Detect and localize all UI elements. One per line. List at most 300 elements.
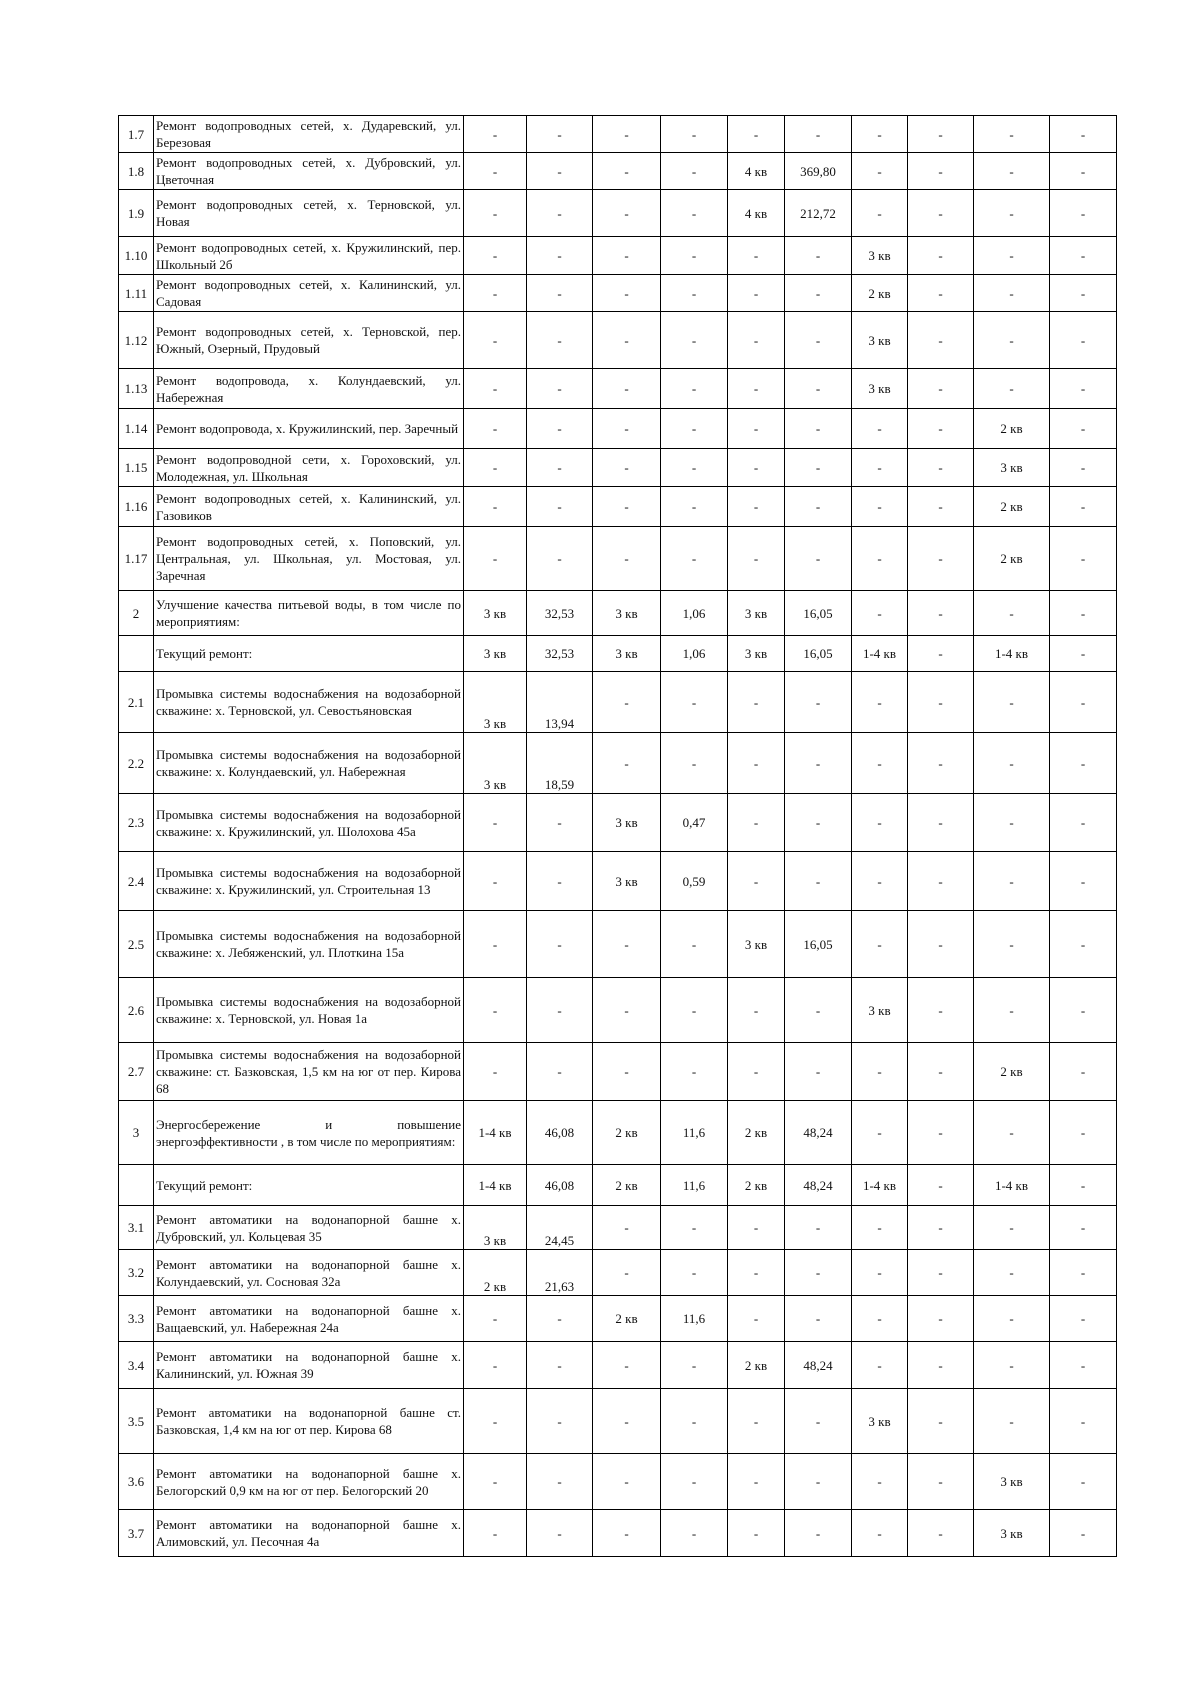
table-cell: - xyxy=(527,1454,593,1510)
table-cell: - xyxy=(527,116,593,153)
row-description: Промывка системы водоснабжения на водозаборной скважине: х. Терновской, ул. Новая 1а xyxy=(154,978,464,1043)
table-cell: - xyxy=(852,190,908,237)
row-description: Улучшение качества питьевой воды, в том числе по мероприятиям: xyxy=(154,591,464,636)
table-cell: - xyxy=(1050,275,1117,312)
table-cell: 48,24 xyxy=(785,1165,852,1206)
table-cell: - xyxy=(593,733,661,794)
table-cell: 3 кв xyxy=(464,672,527,733)
row-description: Промывка системы водоснабжения на водозаборной скважине: ст. Базковская, 1,5 км на юг от пер. Кирова 68 xyxy=(154,1043,464,1101)
table-cell: 3 кв xyxy=(593,636,661,672)
table-cell: - xyxy=(593,1342,661,1389)
table-cell: - xyxy=(527,527,593,591)
table-cell: - xyxy=(464,852,527,911)
table-cell: - xyxy=(852,1250,908,1296)
row-description: Ремонт водопроводных сетей, х. Калининский, ул. Газовиков xyxy=(154,487,464,527)
table-row xyxy=(119,1296,1117,1342)
table-cell: - xyxy=(593,275,661,312)
table-cell: - xyxy=(974,190,1050,237)
table-cell: - xyxy=(593,116,661,153)
table-cell: - xyxy=(527,449,593,487)
table-cell: - xyxy=(852,852,908,911)
table-cell: - xyxy=(464,1454,527,1510)
table-cell: 2 кв xyxy=(974,1043,1050,1101)
row-number: 1.16 xyxy=(119,487,154,527)
document-page xyxy=(118,115,1116,1557)
table-cell: 0,59 xyxy=(661,852,728,911)
table-cell: - xyxy=(1050,1389,1117,1454)
table-cell: - xyxy=(908,1165,974,1206)
table-cell: - xyxy=(785,237,852,275)
table-cell: - xyxy=(785,527,852,591)
table-cell: 1-4 кв xyxy=(464,1165,527,1206)
table-cell: - xyxy=(785,116,852,153)
table-cell: - xyxy=(908,591,974,636)
table-cell: - xyxy=(661,978,728,1043)
table-cell: - xyxy=(908,190,974,237)
table-cell: - xyxy=(593,672,661,733)
row-description: Текущий ремонт: xyxy=(154,1165,464,1206)
table-cell: - xyxy=(974,275,1050,312)
table-cell: 3 кв xyxy=(593,591,661,636)
table-cell: - xyxy=(464,312,527,369)
table-cell: - xyxy=(852,1206,908,1250)
table-cell: - xyxy=(728,1454,785,1510)
table-cell: - xyxy=(852,1454,908,1510)
table-cell: 2 кв xyxy=(852,275,908,312)
table-cell: - xyxy=(908,852,974,911)
table-cell: - xyxy=(908,1454,974,1510)
table-cell: 3 кв xyxy=(974,449,1050,487)
table-cell: - xyxy=(464,1389,527,1454)
table-cell: - xyxy=(527,409,593,449)
table-cell: - xyxy=(464,1296,527,1342)
row-number: 2.5 xyxy=(119,911,154,978)
table-cell: 3 кв xyxy=(728,911,785,978)
table-cell: - xyxy=(728,733,785,794)
table-cell: 3 кв xyxy=(852,1389,908,1454)
table-cell: - xyxy=(593,1250,661,1296)
table-row xyxy=(119,527,1117,591)
table-cell: - xyxy=(852,591,908,636)
table-cell: - xyxy=(908,153,974,190)
table-cell: - xyxy=(661,190,728,237)
table-cell: - xyxy=(1050,237,1117,275)
row-number: 3.2 xyxy=(119,1250,154,1296)
table-cell: 0,47 xyxy=(661,794,728,852)
table-cell: - xyxy=(1050,153,1117,190)
table-row xyxy=(119,312,1117,369)
table-cell: - xyxy=(974,591,1050,636)
table-cell: - xyxy=(1050,591,1117,636)
table-cell: 3 кв xyxy=(852,312,908,369)
table-cell: 3 кв xyxy=(974,1510,1050,1557)
row-description: Ремонт водопроводных сетей, х. Калининский, ул. Садовая xyxy=(154,275,464,312)
table-row xyxy=(119,1342,1117,1389)
table-cell: 11,6 xyxy=(661,1296,728,1342)
table-cell: - xyxy=(908,275,974,312)
table-cell: - xyxy=(1050,449,1117,487)
row-number xyxy=(119,1165,154,1206)
row-description: Ремонт автоматики на водонапорной башне х. Колундаевский, ул. Сосновая 32а xyxy=(154,1250,464,1296)
row-number: 2 xyxy=(119,591,154,636)
table-cell: - xyxy=(527,852,593,911)
table-cell: - xyxy=(728,237,785,275)
table-cell: - xyxy=(852,449,908,487)
row-number: 3.3 xyxy=(119,1296,154,1342)
table-cell: - xyxy=(593,1389,661,1454)
table-cell: - xyxy=(464,237,527,275)
row-description: Ремонт автоматики на водонапорной башне х. Дубровский, ул. Кольцевая 35 xyxy=(154,1206,464,1250)
table-cell: 2 кв xyxy=(593,1101,661,1165)
table-cell: - xyxy=(785,312,852,369)
table-cell: - xyxy=(908,794,974,852)
table-row xyxy=(119,1250,1117,1296)
table-cell: - xyxy=(661,1454,728,1510)
table-cell: - xyxy=(908,527,974,591)
table-cell: - xyxy=(464,409,527,449)
repair-schedule-table xyxy=(118,115,1117,1557)
row-number: 2.4 xyxy=(119,852,154,911)
table-cell: - xyxy=(974,153,1050,190)
table-cell: - xyxy=(728,1510,785,1557)
row-number: 1.7 xyxy=(119,116,154,153)
table-cell: - xyxy=(908,409,974,449)
row-description: Ремонт автоматики на водонапорной башне х. Белогорский 0,9 км на юг от пер. Белогорский 20 xyxy=(154,1454,464,1510)
table-cell: - xyxy=(852,527,908,591)
table-cell: 2 кв xyxy=(728,1165,785,1206)
table-cell: - xyxy=(593,153,661,190)
table-cell: - xyxy=(1050,1165,1117,1206)
table-cell: - xyxy=(464,369,527,409)
row-description: Ремонт автоматики на водонапорной башне х. Ващаевский, ул. Набережная 24а xyxy=(154,1296,464,1342)
table-cell: - xyxy=(785,1206,852,1250)
row-description: Ремонт водопроводных сетей, х. Терновской, пер. Южный, Озерный, Прудовый xyxy=(154,312,464,369)
table-cell: - xyxy=(527,911,593,978)
table-cell: - xyxy=(852,733,908,794)
table-cell: - xyxy=(728,369,785,409)
table-row xyxy=(119,1101,1117,1165)
table-cell: - xyxy=(1050,116,1117,153)
table-cell: - xyxy=(974,852,1050,911)
table-row xyxy=(119,116,1117,153)
row-description: Ремонт водопровода, х. Кружилинский, пер. Заречный xyxy=(154,409,464,449)
table-cell: 2 кв xyxy=(974,487,1050,527)
table-cell: 24,45 xyxy=(527,1206,593,1250)
table-cell: 3 кв xyxy=(464,1206,527,1250)
table-cell: - xyxy=(593,1454,661,1510)
table-cell: - xyxy=(785,409,852,449)
table-cell: - xyxy=(728,1206,785,1250)
table-cell: - xyxy=(1050,369,1117,409)
table-cell: 1,06 xyxy=(661,636,728,672)
row-description: Ремонт водопровода, х. Колундаевский, ул. Набережная xyxy=(154,369,464,409)
table-cell: - xyxy=(527,1510,593,1557)
table-cell: - xyxy=(464,1510,527,1557)
table-cell: 1-4 кв xyxy=(974,636,1050,672)
table-cell: - xyxy=(527,369,593,409)
row-description: Ремонт автоматики на водонапорной башне х. Калининский, ул. Южная 39 xyxy=(154,1342,464,1389)
table-cell: - xyxy=(593,190,661,237)
table-cell: 13,94 xyxy=(527,672,593,733)
table-cell: - xyxy=(464,487,527,527)
table-cell: - xyxy=(661,911,728,978)
table-body xyxy=(119,116,1117,1557)
table-cell: - xyxy=(908,636,974,672)
table-cell: - xyxy=(974,116,1050,153)
table-cell: - xyxy=(728,1389,785,1454)
table-cell: - xyxy=(785,1454,852,1510)
table-cell: 2 кв xyxy=(974,409,1050,449)
table-cell: - xyxy=(661,527,728,591)
table-cell: - xyxy=(728,409,785,449)
table-cell: - xyxy=(974,911,1050,978)
table-cell: - xyxy=(785,275,852,312)
table-cell: 3 кв xyxy=(852,978,908,1043)
table-cell: - xyxy=(908,733,974,794)
row-description: Ремонт водопроводных сетей, х. Кружилинский, пер. Школьный 2б xyxy=(154,237,464,275)
table-cell: - xyxy=(1050,672,1117,733)
table-cell: - xyxy=(527,794,593,852)
table-cell: 32,53 xyxy=(527,591,593,636)
table-cell: - xyxy=(852,1296,908,1342)
table-cell: 18,59 xyxy=(527,733,593,794)
row-number: 3.6 xyxy=(119,1454,154,1510)
table-cell: - xyxy=(464,1043,527,1101)
table-row xyxy=(119,636,1117,672)
table-cell: 212,72 xyxy=(785,190,852,237)
row-number: 2.7 xyxy=(119,1043,154,1101)
table-cell: - xyxy=(908,312,974,369)
table-cell: - xyxy=(661,449,728,487)
table-cell: - xyxy=(661,312,728,369)
table-cell: - xyxy=(908,1043,974,1101)
table-cell: 21,63 xyxy=(527,1250,593,1296)
table-cell: - xyxy=(593,911,661,978)
table-cell: - xyxy=(974,369,1050,409)
row-number: 3 xyxy=(119,1101,154,1165)
table-cell: 32,53 xyxy=(527,636,593,672)
table-cell: - xyxy=(785,1510,852,1557)
table-row xyxy=(119,487,1117,527)
table-cell: - xyxy=(974,237,1050,275)
table-cell: 3 кв xyxy=(593,852,661,911)
table-cell: - xyxy=(593,1206,661,1250)
table-cell: - xyxy=(852,1342,908,1389)
table-row xyxy=(119,409,1117,449)
table-cell: - xyxy=(908,237,974,275)
table-cell: - xyxy=(852,153,908,190)
table-cell: - xyxy=(728,1296,785,1342)
table-row xyxy=(119,1206,1117,1250)
table-cell: 1,06 xyxy=(661,591,728,636)
table-row xyxy=(119,1510,1117,1557)
row-number: 2.1 xyxy=(119,672,154,733)
table-row xyxy=(119,369,1117,409)
table-cell: 2 кв xyxy=(593,1165,661,1206)
table-cell: - xyxy=(785,1389,852,1454)
table-cell: - xyxy=(464,978,527,1043)
table-cell: - xyxy=(1050,1206,1117,1250)
table-cell: - xyxy=(593,409,661,449)
table-row xyxy=(119,672,1117,733)
table-cell: 1-4 кв xyxy=(852,1165,908,1206)
table-cell: - xyxy=(661,369,728,409)
table-cell: - xyxy=(908,369,974,409)
row-description: Текущий ремонт: xyxy=(154,636,464,672)
table-cell: - xyxy=(852,794,908,852)
table-cell: - xyxy=(527,312,593,369)
table-cell: - xyxy=(1050,1342,1117,1389)
table-cell: - xyxy=(1050,1043,1117,1101)
table-cell: - xyxy=(1050,190,1117,237)
table-cell: - xyxy=(593,237,661,275)
table-cell: - xyxy=(1050,1454,1117,1510)
table-cell: - xyxy=(464,794,527,852)
table-cell: - xyxy=(527,1043,593,1101)
table-cell: - xyxy=(728,312,785,369)
table-cell: - xyxy=(852,409,908,449)
table-cell: - xyxy=(661,672,728,733)
table-cell: - xyxy=(908,449,974,487)
table-row xyxy=(119,978,1117,1043)
table-row xyxy=(119,1389,1117,1454)
table-cell: - xyxy=(1050,1510,1117,1557)
table-cell: 46,08 xyxy=(527,1165,593,1206)
table-cell: - xyxy=(974,794,1050,852)
table-cell: - xyxy=(1050,911,1117,978)
table-cell: - xyxy=(464,153,527,190)
table-cell: - xyxy=(1050,978,1117,1043)
table-cell: - xyxy=(974,978,1050,1043)
table-cell: - xyxy=(464,527,527,591)
row-number: 3.4 xyxy=(119,1342,154,1389)
table-row xyxy=(119,153,1117,190)
table-cell: 11,6 xyxy=(661,1165,728,1206)
table-cell: - xyxy=(1050,487,1117,527)
table-cell: - xyxy=(527,275,593,312)
table-cell: - xyxy=(852,1510,908,1557)
table-cell: - xyxy=(527,978,593,1043)
table-cell: - xyxy=(464,911,527,978)
table-cell: - xyxy=(852,487,908,527)
table-cell: 3 кв xyxy=(593,794,661,852)
table-cell: 48,24 xyxy=(785,1342,852,1389)
table-cell: 2 кв xyxy=(593,1296,661,1342)
table-cell: - xyxy=(728,449,785,487)
table-cell: 2 кв xyxy=(464,1250,527,1296)
table-cell: - xyxy=(785,672,852,733)
table-cell: - xyxy=(661,1342,728,1389)
table-cell: - xyxy=(974,1206,1050,1250)
table-cell: - xyxy=(785,852,852,911)
table-cell: - xyxy=(852,911,908,978)
row-number: 3.1 xyxy=(119,1206,154,1250)
table-cell: - xyxy=(785,1250,852,1296)
table-cell: 1-4 кв xyxy=(852,636,908,672)
table-cell: 3 кв xyxy=(852,369,908,409)
table-cell: - xyxy=(974,1101,1050,1165)
table-cell: - xyxy=(1050,733,1117,794)
table-cell: - xyxy=(1050,527,1117,591)
table-cell: - xyxy=(1050,636,1117,672)
table-cell: - xyxy=(464,275,527,312)
table-cell: - xyxy=(908,487,974,527)
table-cell: 4 кв xyxy=(728,153,785,190)
table-cell: - xyxy=(785,978,852,1043)
table-cell: 11,6 xyxy=(661,1101,728,1165)
table-cell: - xyxy=(728,527,785,591)
table-cell: - xyxy=(728,275,785,312)
table-cell: - xyxy=(728,794,785,852)
table-cell: - xyxy=(593,527,661,591)
row-description: Ремонт автоматики на водонапорной башне ст. Базковская, 1,4 км на юг от пер. Кирова 68 xyxy=(154,1389,464,1454)
row-number: 2.2 xyxy=(119,733,154,794)
table-cell: - xyxy=(974,1250,1050,1296)
table-cell: - xyxy=(527,153,593,190)
table-cell: - xyxy=(661,487,728,527)
table-cell: 16,05 xyxy=(785,636,852,672)
table-cell: - xyxy=(527,1296,593,1342)
table-cell: - xyxy=(593,487,661,527)
table-cell: - xyxy=(852,116,908,153)
row-description: Ремонт водопроводных сетей, х. Поповский, ул. Центральная, ул. Школьная, ул. Мостовая, ул. Заречная xyxy=(154,527,464,591)
table-cell: 4 кв xyxy=(728,190,785,237)
table-row xyxy=(119,275,1117,312)
table-cell: - xyxy=(527,1342,593,1389)
table-row xyxy=(119,733,1117,794)
table-cell: - xyxy=(1050,794,1117,852)
row-description: Ремонт водопроводных сетей, х. Терновской, ул. Новая xyxy=(154,190,464,237)
row-number: 1.13 xyxy=(119,369,154,409)
row-number: 1.9 xyxy=(119,190,154,237)
row-description: Ремонт водопроводных сетей, х. Дударевский, ул. Березовая xyxy=(154,116,464,153)
table-cell: - xyxy=(1050,852,1117,911)
table-cell: - xyxy=(661,116,728,153)
table-cell: - xyxy=(974,1342,1050,1389)
table-cell: - xyxy=(593,1043,661,1101)
row-description: Ремонт водопроводных сетей, х. Дубровский, ул. Цветочная xyxy=(154,153,464,190)
table-cell: - xyxy=(785,1043,852,1101)
table-cell: - xyxy=(908,1389,974,1454)
table-cell: - xyxy=(908,1101,974,1165)
table-cell: 3 кв xyxy=(852,237,908,275)
table-cell: - xyxy=(908,1250,974,1296)
row-number: 1.12 xyxy=(119,312,154,369)
table-cell: 48,24 xyxy=(785,1101,852,1165)
table-cell: - xyxy=(852,672,908,733)
table-cell: - xyxy=(728,978,785,1043)
table-row xyxy=(119,852,1117,911)
row-number: 2.3 xyxy=(119,794,154,852)
table-cell: - xyxy=(728,116,785,153)
table-cell: - xyxy=(728,1250,785,1296)
table-cell: - xyxy=(785,369,852,409)
table-cell: - xyxy=(593,1510,661,1557)
table-cell: - xyxy=(527,487,593,527)
table-cell: 16,05 xyxy=(785,911,852,978)
table-cell: - xyxy=(661,1206,728,1250)
table-cell: - xyxy=(661,153,728,190)
table-cell: - xyxy=(908,1342,974,1389)
table-cell: - xyxy=(974,672,1050,733)
table-cell: 3 кв xyxy=(974,1454,1050,1510)
row-description: Ремонт автоматики на водонапорной башне х. Алимовский, ул. Песочная 4а xyxy=(154,1510,464,1557)
table-cell: - xyxy=(1050,1250,1117,1296)
table-cell: 3 кв xyxy=(728,591,785,636)
row-description: Промывка системы водоснабжения на водозаборной скважине: х. Лебяженский, ул. Плоткина 15а xyxy=(154,911,464,978)
table-row xyxy=(119,911,1117,978)
table-cell: - xyxy=(908,116,974,153)
